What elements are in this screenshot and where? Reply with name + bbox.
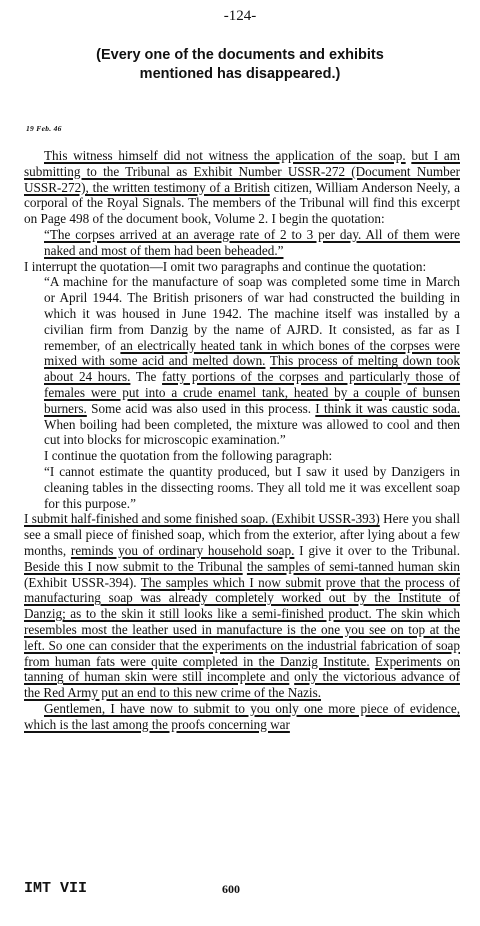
text-span: The [135, 369, 157, 385]
underlined-text: “The corpses arrived at an average rate of 2 to 3 per day. All of them were naked and most of them had been beheaded.” [44, 226, 460, 258]
notice-line-1: (Every one of the documents and exhibits [96, 47, 384, 63]
underlined-text: Gentlemen, I have now to submit to you only one more piece of evidence, which is the last among the proofs concerning war [24, 700, 460, 732]
underlined-text: only the victorious advance of the Red Army put an end to this new crime of the Nazis. [24, 669, 460, 701]
transcript-body [24, 148, 460, 732]
text-span: When boiling had been completed, the mixture was allowed to cool and then cut into blocks for microscopic examination.” [44, 416, 460, 448]
underlined-text: This process of melting down took about 24 hours. [44, 353, 460, 385]
paragraph [24, 701, 460, 733]
text-span: “A machine for the manufacture of soap was completed some time in March or April 1944. The British prisoners of war had constructed the building in which it was housed in June 1942. The machine itself was installed by a civilian firm from Danzig by the name of AJRD. It consisted, as far as I remember, of [44, 274, 460, 353]
underlined-text: Experiments on tanning of human skin were still incomplete and [24, 653, 461, 685]
text-span: I interrupt the quotation—I omit two paragraphs and continue the quotation: [24, 258, 427, 274]
underlined-text: an electrically heated tank in which bones of the corpses were mixed with some acid and melted down. [44, 337, 460, 369]
underlined-text: the samples of semi-tanned human skin [246, 558, 460, 574]
paragraph [24, 148, 460, 227]
text-span: “I cannot estimate the quantity produced, but I saw it used by Danzigers in cleaning tables in the dissecting rooms. They all told me it was excellent soap for this purpose.” [44, 463, 460, 511]
text-span: Some acid was also used in this process. [91, 400, 312, 416]
paragraph [24, 259, 460, 275]
footer-page-number: 600 [222, 882, 240, 896]
underlined-text: The samples which I now submit prove that the process of manufacturing soap was already completely worked out by the Institute of Danzig; as to the skin it still looks like a semi-finished product. The skin which resembles most the leather used in manufacture is the one you see on top at the left. So one can consider that the experiments on the industrial fabrication of soap from human fats were quite completed in the Danzig Institute. [24, 574, 460, 669]
quotation [24, 227, 460, 259]
quotation [24, 274, 460, 448]
underlined-text: I think it was caustic soda. [315, 400, 461, 416]
page-number: -124- [223, 8, 257, 24]
underlined-text: Beside this I now submit to the Tribunal [24, 558, 243, 574]
notice-line-2: mentioned has disappeared.) [139, 66, 341, 82]
underlined-text: This witness himself did not witness the application of the soap. [44, 148, 406, 163]
volume-label: IMT VII [24, 880, 88, 897]
underlined-text: I submit half-finished and some finished soap. (Exhibit USSR-393) [24, 511, 380, 527]
text-span: (Exhibit USSR-394). [24, 574, 137, 590]
text-span: Here you shall see a small piece of finished soap, which from the exterior, after lying about a few months, [24, 511, 460, 558]
text-span: citizen, William Anderson Neely, a corporal of the Royal Signals. The members of the Tribunal will find this excerpt on Page 498 of the document book, Volume 2. I begin the quotation: [24, 179, 461, 227]
underlined-text: fatty portions of the corpses and particularly those of females were put into a crude enamel tank, heated by a couple of bunsen burners. [44, 369, 461, 416]
paragraph [24, 448, 460, 464]
text-span: I continue the quotation from the following paragraph: [44, 448, 333, 464]
quotation [24, 464, 460, 511]
underlined-text: but I am submitting to the Tribunal as Exhibit Number USSR-272 (Document Number USSR-272), the written testimony of a British [24, 148, 460, 195]
underlined-text: reminds you of ordinary household soap. [70, 542, 295, 558]
disappearance-notice [80, 46, 400, 84]
text-span: I give it over to the Tribunal. [299, 542, 461, 558]
session-date: 19 Feb. 46 [26, 124, 62, 133]
paragraph [24, 511, 460, 701]
